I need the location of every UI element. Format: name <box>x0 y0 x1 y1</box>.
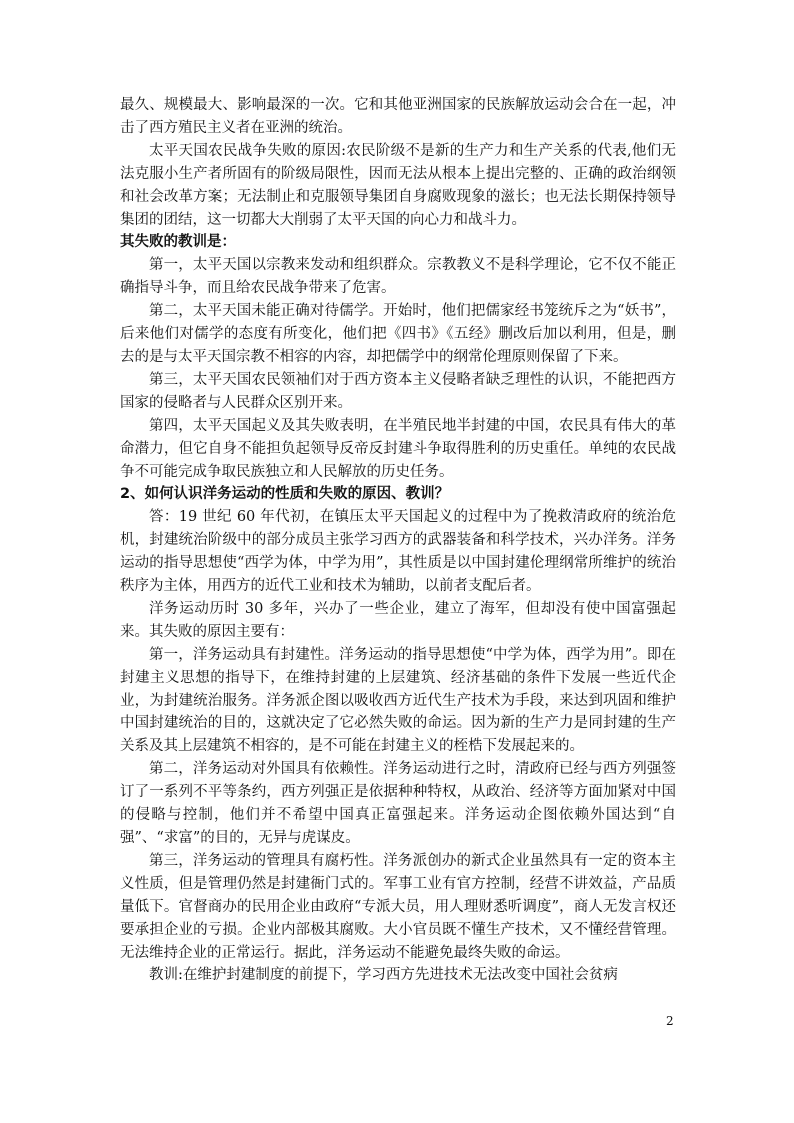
paragraph-lesson-summary: 教训:在维护封建制度的前提下，学习西方先进技术无法改变中国社会贫病 <box>149 967 618 984</box>
paragraph-lesson-1: 第一，太平天国以宗教来发动和组织群众。宗教教义不是科学理论，它不仅不能正确指导斗争，而且给农民战争带来了危害。 <box>120 257 676 297</box>
page-number: 2 <box>666 1014 674 1028</box>
paragraph-answer-summary: 洋务运动历时 30 多年，兴办了一些企业，建立了海军，但却没有使中国富强起来。其失败的原因主要有： <box>120 600 676 640</box>
paragraph-lesson-2: 第二，太平天国未能正确对待儒学。开始时，他们把儒家经书笼统斥之为“妖书”，后来他们对儒学的态度有所变化，他们把《四书》《五经》删改后加以利用，但是，删去的是与太平天国宗教不相容的内容，却把儒学中的纲常伦理原则保留了下来。 <box>120 303 676 365</box>
paragraph-failure-reasons: 太平天国农民战争失败的原因:农民阶级不是新的生产力和生产关系的代表,他们无法克服小生产者所固有的阶级局限性，因而无法从根本上提出完整的、正确的政治纲领和社会改革方案；无法制止和克服领导集团自身腐败现象的滋长；也无法长期保持领导集团的团结，这一切都大大削弱了太平天国的向心力和战斗力。 <box>120 142 676 228</box>
paragraph-reason-2: 第二，洋务运动对外国具有依赖性。洋务运动进行之时，清政府已经与西方列强签订了一系列不平等条约，西方列强正是依据种种特权，从政治、经济等方面加紧对中国的侵略与控制，他们并不希望中国真正富强起来。洋务运动企图依赖外国达到“自强”、“求富”的目的，无异与虎谋皮。 <box>120 761 676 846</box>
paragraph-reason-3: 第三，洋务运动的管理具有腐朽性。洋务派创办的新式企业虽然具有一定的资本主义性质，但是管理仍然是封建衙门式的。军事工业有官方控制，经营不讲效益，产品质量低下。官督商办的民用企业由政府“专派大员，用人理财悉听调度”，商人无发言权还要承担企业的亏损。企业内部极其腐败。大小官员既不懂生产技术，又不懂经营管理。无法维持企业的正常运行。据此，洋务运动不能避免最终失败的命运。 <box>120 852 676 961</box>
heading-lessons: 其失败的教训是： <box>120 234 236 251</box>
paragraph-reason-1: 第一，洋务运动具有封建性。洋务运动的指导思想使“中学为体，西学为用”。即在封建主义思想的指导下，在维持封建的上层建筑、经济基础的条件下发展一些近代企业，为封建统治服务。洋务派企图以吸收西方近代生产技术为手段，来达到巩固和维护中国封建统治的目的，这就决定了它必然失败的命运。因为新的生产力是同封建的生产关系及其上层建筑不相容的，是不可能在封建主义的桎梏下发展起来的。 <box>120 646 676 755</box>
paragraph-lesson-3: 第三，太平天国农民领袖们对于西方资本主义侵略者缺乏理性的认识，不能把西方国家的侵略者与人民群众区别开来。 <box>120 371 676 411</box>
paragraph-answer-intro: 答：19 世纪 60 年代初，在镇压太平天国起义的过程中为了挽救清政府的统治危机，封建统治阶级中的部分成员主张学习西方的武器装备和科学技术，兴办洋务。洋务运动的指导思想使“西学为体，中学为用”，其性质是以中国封建伦理纲常所维护的统治秩序为主体，用西方的近代工业和技术为辅助，以前者支配后者。 <box>120 509 676 595</box>
paragraph-continuation: 最久、规模最大、影响最深的一次。它和其他亚洲国家的民族解放运动会合在一起，冲击了西方殖民主义者在亚洲的统治。 <box>120 97 676 136</box>
document-body <box>120 94 676 987</box>
paragraph-lesson-4: 第四，太平天国起义及其失败表明，在半殖民地半封建的中国，农民具有伟大的革命潜力，但它自身不能担负起领导反帝反封建斗争取得胜利的历史重任。单纯的农民战争不可能完成争取民族独立和人民解放的历史任务。 <box>120 417 676 480</box>
heading-question-2: 2、如何认识洋务运动的性质和失败的原因、教训？ <box>120 486 450 503</box>
